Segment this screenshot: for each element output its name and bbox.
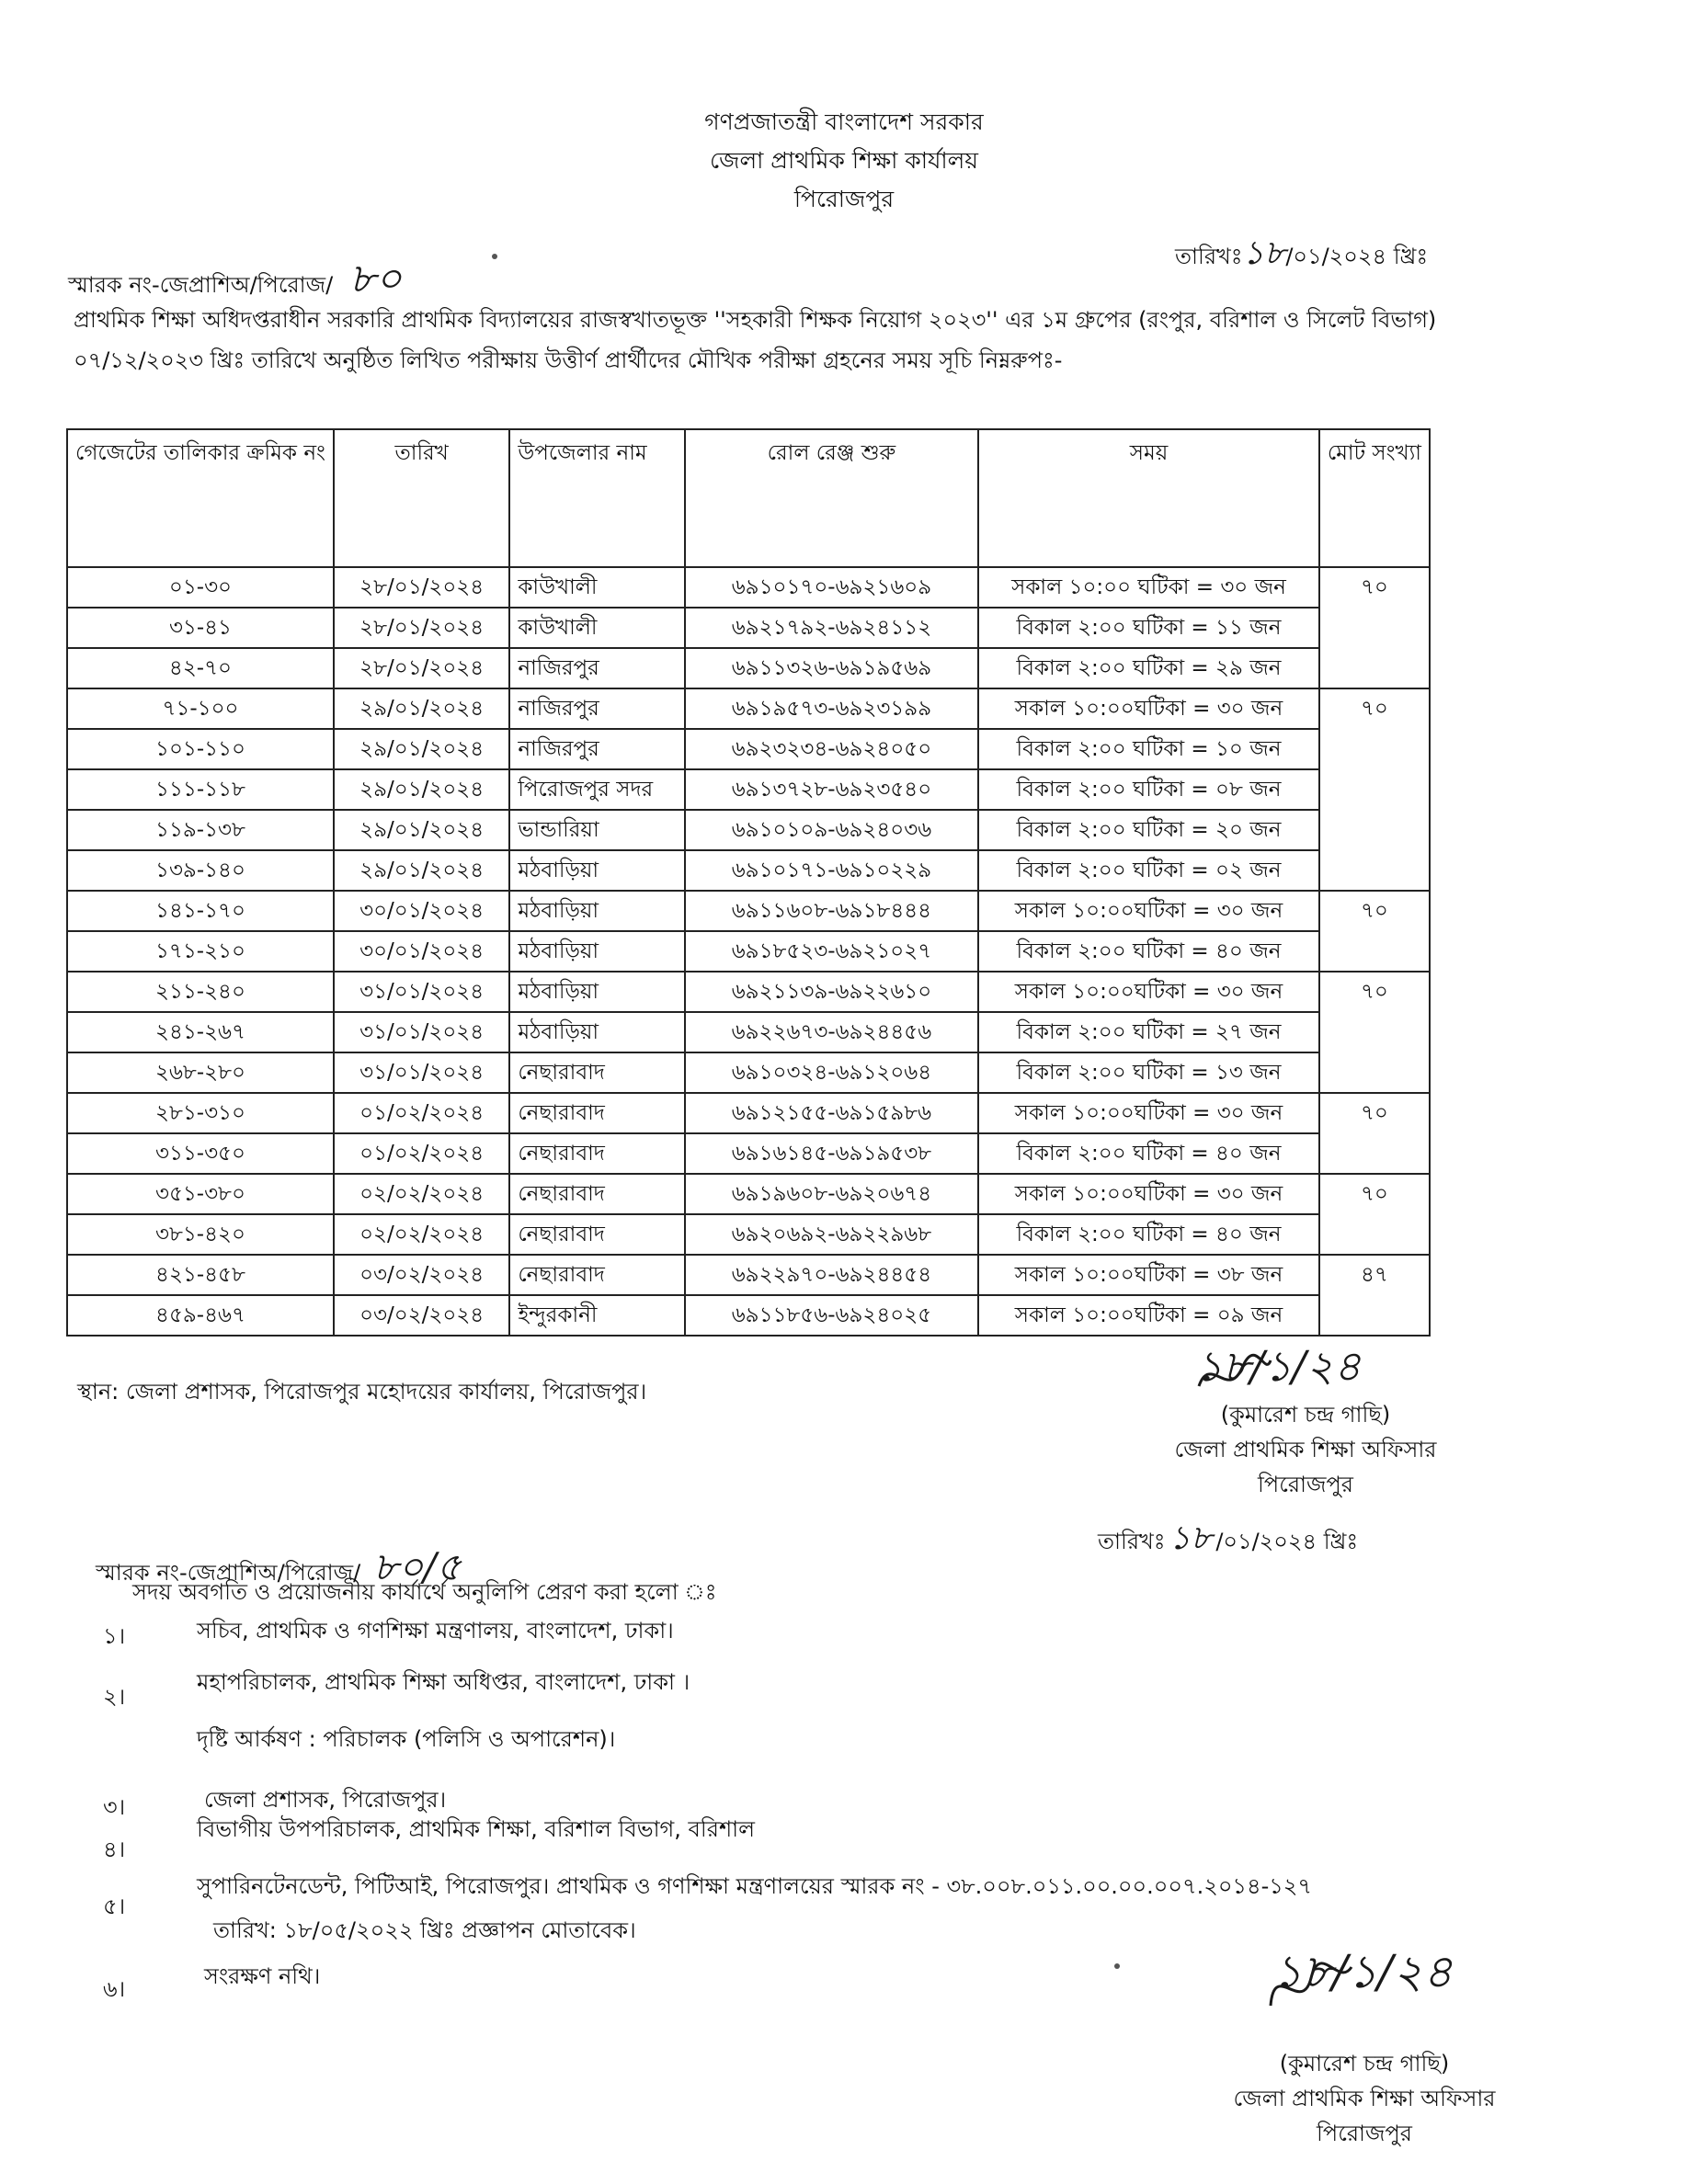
cell-time: বিকাল ২:০০ ঘটিকা = ৪০ জন [978, 1214, 1319, 1255]
cell-time: সকাল ১০:০০ঘটিকা = ৩০ জন [978, 1093, 1319, 1133]
cell-time: সকাল ১০:০০ঘটিকা = ৩০ জন [978, 1174, 1319, 1214]
signature2-block [1125, 2046, 1603, 2151]
cell-time: বিকাল ২:০০ ঘটিকা = ২০ জন [978, 810, 1319, 850]
cell-upazila: নেছারাবাদ [509, 1255, 684, 1295]
cell-roll: ৬৯১০১৭০-৬৯২১৬০৯ [685, 567, 979, 608]
col-serial: গেজেটের তালিকার ক্রমিক নং [67, 429, 334, 567]
signatory2-title: জেলা প্রাথমিক শিক্ষা অফিসার [1233, 2086, 1496, 2111]
cell-date: ৩১/০১/২০২৪ [334, 1052, 509, 1093]
cell-date: ২৯/০১/২০২৪ [334, 729, 509, 769]
cell-date: ০১/০২/২০২৪ [334, 1133, 509, 1174]
cell-upazila: নেছারাবাদ [509, 1133, 684, 1174]
cell-serial: ১১১-১১৮ [67, 769, 334, 810]
cell-date: ৩১/০১/২০২৪ [334, 1012, 509, 1052]
cell-roll: ৬৯১৯৬০৮-৬৯২০৬৭৪ [685, 1174, 979, 1214]
header-office: জেলা প্রাথমিক শিক্ষা কার্যালয় [709, 147, 979, 174]
cc-intro: সদয় অবগতি ও প্রয়োজনীয় কার্যার্থে অনুলিপি প্রেরণ করা হলো ঃ [132, 1579, 717, 1605]
memo-date-prefix: তারিখঃ [1175, 244, 1243, 269]
cell-serial: ২৮১-৩১০ [67, 1093, 334, 1133]
cell-date: ০১/০২/২০২৪ [334, 1093, 509, 1133]
signatory2-place: পিরোজপুর [1317, 2121, 1412, 2146]
cell-serial: ১১৯-১৩৮ [67, 810, 334, 850]
memo-prefix: স্মারক নং-জেপ্রাশিঅ/পিরোজ/ [68, 272, 334, 298]
cc-item-text: মহাপরিচালক, প্রাথমিক শিক্ষা অধিপ্তর, বাংলাদেশ, ঢাকা । [197, 1669, 690, 1695]
signature-date [1098, 1513, 1358, 1568]
cell-time: সকাল ১০:০০ ঘটিকা = ৩০ জন [978, 567, 1319, 608]
cell-time: বিকাল ২:০০ ঘটিকা = ১১ জন [978, 608, 1319, 648]
signature2-scribble [1265, 1951, 1357, 2024]
cell-upazila: কাউখালী [509, 567, 684, 608]
table-row [67, 1133, 1430, 1174]
table-row [67, 648, 1430, 688]
signature2-handwriting: ১৮/১/২৪ [1272, 1945, 1453, 1998]
office-header [0, 103, 1688, 219]
table-row [67, 1012, 1430, 1052]
cell-date: ০২/০২/২০২৪ [334, 1174, 509, 1214]
table-row [67, 567, 1430, 608]
cell-time: বিকাল ২:০০ ঘটিকা = ২৭ জন [978, 1012, 1319, 1052]
cell-date: ২৯/০১/২০২৪ [334, 688, 509, 729]
cell-time: সকাল ১০:০০ঘটিকা = ৩৮ জন [978, 1255, 1319, 1295]
cell-time: বিকাল ২:০০ ঘটিকা = ০৮ জন [978, 769, 1319, 810]
memo-number-handwritten: ৮০ [348, 256, 403, 302]
col-time: সময় [978, 429, 1319, 567]
cell-serial: ৩৮১-৪২০ [67, 1214, 334, 1255]
cell-serial: ৩১১-৩৫০ [67, 1133, 334, 1174]
cell-upazila: মঠবাড়িয়া [509, 850, 684, 891]
cell-time: সকাল ১০:০০ঘটিকা = ০৯ জন [978, 1295, 1319, 1336]
cell-roll: ৬৯১১৬০৮-৬৯১৮৪৪৪ [685, 891, 979, 931]
cell-serial: ১৩৯-১৪০ [67, 850, 334, 891]
cell-total: ৭০ [1319, 1174, 1430, 1255]
table-row [67, 1255, 1430, 1295]
cell-upazila: নেছারাবাদ [509, 1093, 684, 1133]
cell-date: ৩১/০১/২০২৪ [334, 972, 509, 1012]
cell-serial: ৪২১-৪৫৮ [67, 1255, 334, 1295]
table-row [67, 850, 1430, 891]
cell-roll: ৬৯১৬১৪৫-৬৯১৯৫৩৮ [685, 1133, 979, 1174]
table-row [67, 931, 1430, 972]
cell-serial: ১৭১-২১০ [67, 931, 334, 972]
cell-serial: ৪৫৯-৪৬৭ [67, 1295, 334, 1336]
header-district: পিরোজপুর [793, 186, 895, 212]
cc-item-subtext: তারিখ: ১৮/০৫/২০২২ খ্রিঃ প্রজ্ঞাপন মোতাবেক। [213, 1917, 636, 1943]
cell-roll: ৬৯২২৯৭০-৬৯২৪৪৫৪ [685, 1255, 979, 1295]
cell-upazila: নাজিরপুর [509, 648, 684, 688]
cc-item-number: ১। [103, 1623, 126, 1649]
table-header-row [67, 429, 1430, 567]
cell-upazila: নেছারাবাদ [509, 1052, 684, 1093]
cell-total: ৭০ [1319, 688, 1430, 891]
cell-roll: ৬৯২১১৩৯-৬৯২২৬১০ [685, 972, 979, 1012]
cell-upazila: ভান্ডারিয়া [509, 810, 684, 850]
cell-date: ২৯/০১/২০২৪ [334, 769, 509, 810]
signature-handwriting: ১৮/১/২৪ [1195, 1341, 1362, 1391]
cell-roll: ৬৯১০১৭১-৬৯১০২২৯ [685, 850, 979, 891]
cc-item-number: ৩। [103, 1794, 126, 1820]
cell-date: ২৮/০১/২০২৪ [334, 567, 509, 608]
cell-upazila: নেছারাবাদ [509, 1214, 684, 1255]
signatory-title: জেলা প্রাথমিক শিক্ষা অফিসার [1174, 1437, 1437, 1462]
cell-roll: ৬৯২০৬৯২-৬৯২২৯৬৮ [685, 1214, 979, 1255]
cell-serial: ০১-৩০ [67, 567, 334, 608]
cell-date: ৩০/০১/২০২৪ [334, 891, 509, 931]
cell-time: বিকাল ২:০০ ঘটিকা = ১৩ জন [978, 1052, 1319, 1093]
memo2-prefix: স্মারক নং-জেপ্রাশিঅ/পিরোজ/ [96, 1560, 361, 1586]
cell-date: ০৩/০২/২০২৪ [334, 1295, 509, 1336]
cell-date: ২৮/০১/২০২৪ [334, 608, 509, 648]
cell-serial: ১০১-১১০ [67, 729, 334, 769]
cc-item-number: ৬। [103, 1976, 126, 2002]
cell-upazila: কাউখালী [509, 608, 684, 648]
scan-speck [1114, 1963, 1120, 1969]
cell-serial: ৪২-৭০ [67, 648, 334, 688]
table-row [67, 891, 1430, 931]
cell-time: বিকাল ২:০০ ঘটিকা = ৪০ জন [978, 1133, 1319, 1174]
table-row [67, 972, 1430, 1012]
cc-item-text: বিভাগীয় উপপরিচালক, প্রাথমিক শিক্ষা, বরিশাল বিভাগ, বরিশাল [197, 1816, 755, 1842]
cc-item-text: সচিব, প্রাথমিক ও গণশিক্ষা মন্ত্রণালয়, বাংলাদেশ, ঢাকা। [197, 1618, 674, 1644]
cell-total: ৭০ [1319, 972, 1430, 1093]
cell-roll: ৬৯১৮৫২৩-৬৯২১০২৭ [685, 931, 979, 972]
col-total: মোট সংখ্যা [1319, 429, 1430, 567]
cc-item-number: ৫। [103, 1894, 126, 1919]
cell-date: ২৯/০১/২০২৪ [334, 810, 509, 850]
table-row [67, 1093, 1430, 1133]
table-row [67, 1214, 1430, 1255]
cell-time: বিকাল ২:০০ ঘটিকা = ৪০ জন [978, 931, 1319, 972]
venue-line: স্থান: জেলা প্রশাসক, পিরোজপুর মহোদয়ের কার্যালয়, পিরোজপুর। [77, 1379, 647, 1405]
cell-roll: ৬৯২২৬৭৩-৬৯২৪৪৫৬ [685, 1012, 979, 1052]
cell-roll: ৬৯১৯৫৭৩-৬৯২৩১৯৯ [685, 688, 979, 729]
cell-time: বিকাল ২:০০ ঘটিকা = ০২ জন [978, 850, 1319, 891]
cell-roll: ৬৯২১৭৯২-৬৯২৪১১২ [685, 608, 979, 648]
cell-date: ২৮/০১/২০২৪ [334, 648, 509, 688]
cell-roll: ৬৯১১৩২৬-৬৯১৯৫৬৯ [685, 648, 979, 688]
cell-serial: ২৪১-২৬৭ [67, 1012, 334, 1052]
cell-total: ৪৭ [1319, 1255, 1430, 1336]
cc-item-text: জেলা প্রশাসক, পিরোজপুর। [204, 1787, 447, 1813]
cc-item-number: ২। [103, 1684, 126, 1710]
cell-time: বিকাল ২:০০ ঘটিকা = ২৯ জন [978, 648, 1319, 688]
cell-time: সকাল ১০:০০ঘটিকা = ৩০ জন [978, 688, 1319, 729]
col-roll: রোল রেঞ্জ শুরু [685, 429, 979, 567]
cell-date: ০৩/০২/২০২৪ [334, 1255, 509, 1295]
table-row [67, 1052, 1430, 1093]
cell-upazila: মঠবাড়িয়া [509, 891, 684, 931]
cell-upazila: মঠবাড়িয়া [509, 972, 684, 1012]
cell-roll: ৬৯১১৮৫৬-৬৯২৪০২৫ [685, 1295, 979, 1336]
cell-upazila: ইন্দুরকানী [509, 1295, 684, 1336]
cell-total: ৭০ [1319, 891, 1430, 972]
signature-date-handwritten: ১৮ [1169, 1519, 1213, 1557]
cell-date: ৩০/০১/২০২৪ [334, 931, 509, 972]
cc-item-subtext: দৃষ্টি আর্কষণ : পরিচালক (পলিসি ও অপারেশন)। [197, 1726, 616, 1752]
table-row [67, 729, 1430, 769]
memo-date [1175, 228, 1428, 283]
cell-date: ২৯/০১/২০২৪ [334, 850, 509, 891]
cell-total: ৭০ [1319, 567, 1430, 688]
table-row [67, 608, 1430, 648]
memo-date-handwritten: ১৮ [1242, 234, 1286, 272]
table-row [67, 810, 1430, 850]
signatory-name: (কুমারেশ চন্দ্র গাছি) [1220, 1402, 1391, 1428]
table-row [67, 1295, 1430, 1336]
col-date: তারিখ [334, 429, 509, 567]
signature-date-prefix: তারিখঃ [1098, 1529, 1166, 1554]
header-government: গণপ্রজাতন্ত্রী বাংলাদেশ সরকার [704, 108, 984, 135]
cell-serial: ৩৫১-৩৮০ [67, 1174, 334, 1214]
table-row [67, 688, 1430, 729]
cell-upazila: পিরোজপুর সদর [509, 769, 684, 810]
cc-item-text: সুপারিনটেনডেন্ট, পিটিআই, পিরোজপুর। প্রাথমিক ও গণশিক্ষা মন্ত্রণালয়ের স্মারক নং - ৩৮.০০৮.০১১.০০.০০.০০৭.২০১৪-১২৭ [197, 1873, 1313, 1899]
cell-serial: ২১১-২৪০ [67, 972, 334, 1012]
cell-roll: ৬৯১২১৫৫-৬৯১৫৯৮৬ [685, 1093, 979, 1133]
cell-total: ৭০ [1319, 1093, 1430, 1174]
cell-upazila: মঠবাড়িয়া [509, 1012, 684, 1052]
cell-time: বিকাল ২:০০ ঘটিকা = ১০ জন [978, 729, 1319, 769]
table-row [67, 769, 1430, 810]
cc-item-text: সংরক্ষণ নথি। [204, 1963, 321, 1989]
table-row [67, 1174, 1430, 1214]
scan-speck [492, 254, 497, 259]
intro-paragraph: প্রাথমিক শিক্ষা অধিদপ্তরাধীন সরকারি প্রাথমিক বিদ্যালয়ের রাজস্বখাতভূক্ত ''সহকারী শিক্ষক নিয়োগ ২০২৩'' এর ১ম গ্রুপের (রংপুর, বরিশাল ও সিলেট বিভাগ) ০৭/১২/২০২৩ খ্রিঃ তারিখে অনুষ্ঠিত লিখিত পরীক্ষায় উত্তীর্ণ প্রার্থীদের মৌখিক পরীক্ষা গ্রহনের সময় সূচি নিম্নরুপঃ- [74, 307, 1437, 373]
cell-serial: ৭১-১০০ [67, 688, 334, 729]
signature-scribble [1192, 1349, 1274, 1405]
signatory2-name: (কুমারেশ চন্দ্র গাছি) [1279, 2051, 1450, 2076]
cell-serial: ১৪১-১৭০ [67, 891, 334, 931]
cell-roll: ৬৯১৩৭২৮-৬৯২৩৫৪০ [685, 769, 979, 810]
col-upazila: উপজেলার নাম [509, 429, 684, 567]
cell-date: ০২/০২/২০২৪ [334, 1214, 509, 1255]
cell-time: সকাল ১০:০০ঘটিকা = ৩০ জন [978, 891, 1319, 931]
cell-roll: ৬৯২৩২৩৪-৬৯২৪০৫০ [685, 729, 979, 769]
cell-upazila: নেছারাবাদ [509, 1174, 684, 1214]
signatory-place: পিরোজপুর [1258, 1472, 1353, 1497]
memo-date-suffix: /০১/২০২৪ খ্রিঃ [1285, 244, 1429, 269]
signature-block [1085, 1397, 1526, 1502]
cell-upazila: মঠবাড়িয়া [509, 931, 684, 972]
signature-date-suffix: /০১/২০২৪ খ্রিঃ [1215, 1529, 1359, 1554]
memo2-number-handwritten: ৮০/৫ [372, 1544, 462, 1589]
cc-item-number: ৪। [103, 1837, 126, 1862]
cell-upazila: নাজিরপুর [509, 729, 684, 769]
cell-upazila: নাজিরপুর [509, 688, 684, 729]
cell-time: সকাল ১০:০০ঘটিকা = ৩০ জন [978, 972, 1319, 1012]
cell-roll: ৬৯১০৩২৪-৬৯১২০৬৪ [685, 1052, 979, 1093]
cell-serial: ২৬৮-২৮০ [67, 1052, 334, 1093]
cell-serial: ৩১-৪১ [67, 608, 334, 648]
cell-roll: ৬৯১০১০৯-৬৯২৪০৩৬ [685, 810, 979, 850]
schedule-table [66, 428, 1431, 1337]
